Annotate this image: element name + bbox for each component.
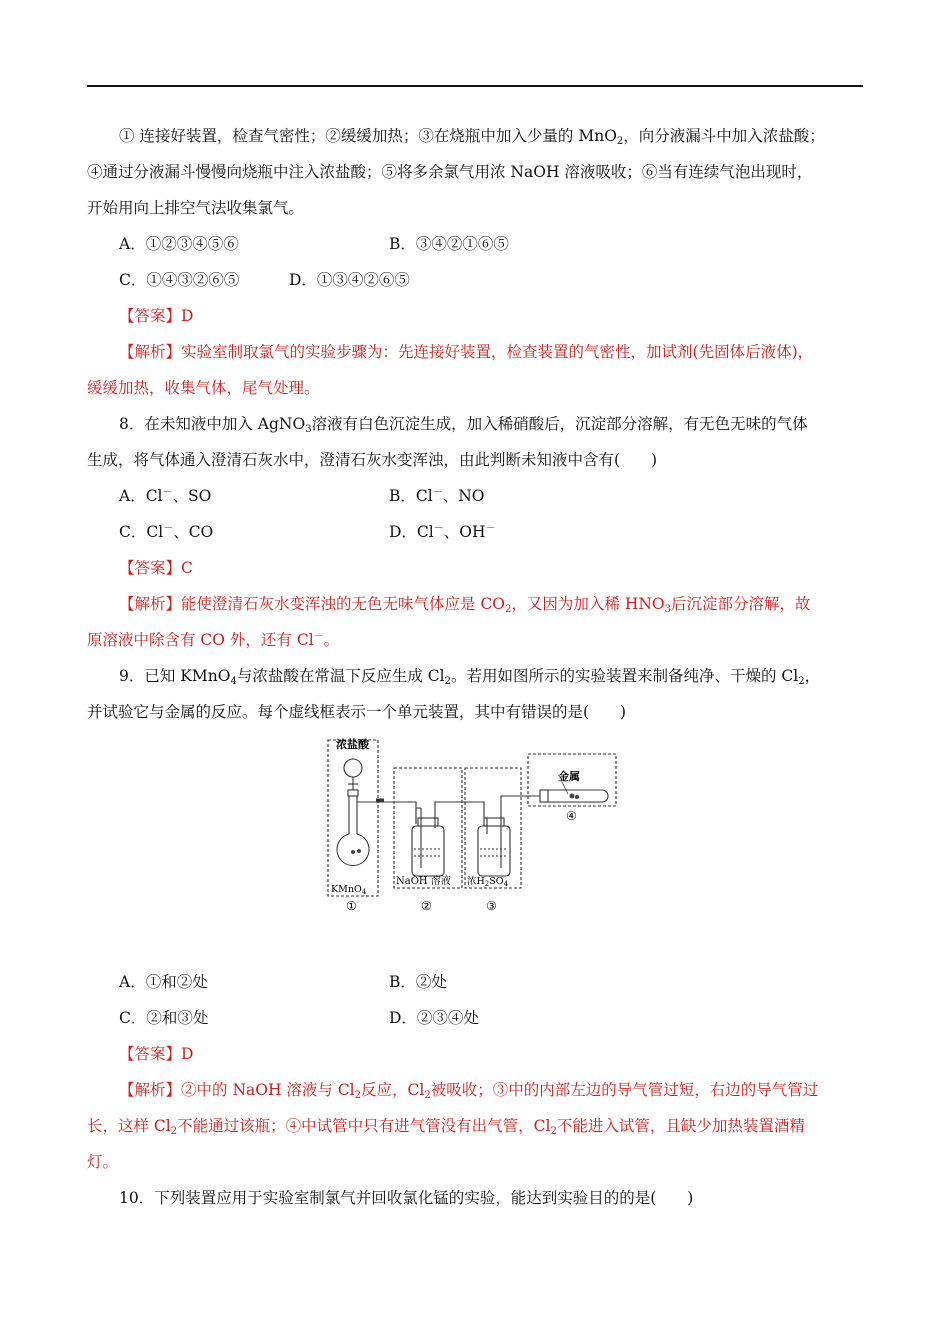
q9-stem-line2: 并试验它与金属的反应。每个虚线框表示一个单元装置，其中有错误的是( ) [87,703,627,721]
wash-bottle-naoh [412,826,444,876]
q8-option-c[interactable]: C．Cl－、CO [119,523,214,541]
q9-options-row2 [87,1000,864,1036]
q7-option-c[interactable]: C．①④③②⑥⑤ [119,271,240,289]
q8-options-row2 [87,514,864,550]
q9-analysis-line2: 长，这样 $Cl_2$不能通过该瓶；④中试管中只有进气管没有出气管，$Cl_2$不能进入试管，且缺少加热装置酒精 [87,1117,805,1137]
q8-analysis: 【解析】能使澄清石灰水变浑浊的无色无味气体应是 $CO_2$，又因为加入稀 $HNO_3$后沉淀部分溶解，故 [119,595,811,615]
tube-stopper [540,790,548,802]
unit-3-box [465,768,521,888]
unit-2-box [394,768,462,888]
q7-stem-line2: ④通过分液漏斗慢慢向烧瓶中注入浓盐酸；⑤将多余氯气用浓 NaOH 溶液吸收；⑥当有连续气泡出现时， [87,163,813,181]
q9-answer: 【答案】D [119,1045,194,1063]
q7-options-row1 [87,226,864,262]
q7-answer: 【答案】D [119,307,194,325]
q8-answer: 【答案】C [119,559,193,577]
header-rule [87,85,863,87]
q8-option-a[interactable]: A．Cl－、SO [119,487,212,505]
q9-apparatus-figure [87,730,864,964]
q9-stem: 9．已知 KMnO$_4$与浓盐酸在常温下反应生成 $Cl_2$。若用如图所示的实验装置来制备纯净、干燥的 $Cl_2$， [119,667,821,687]
q10-stem: 10．下列装置应用于实验室制氯气并回收氯化锰的实验，能达到实验目的的是( ) [119,1189,694,1207]
q8-options-row1 [87,478,864,514]
separatory-funnel [344,759,362,777]
unit-1-box [328,740,378,896]
label-acid: 浓盐酸 [335,738,369,751]
q7-analysis-line2: 缓缓加热，收集气体，尾气处理。 [87,379,320,397]
round-flask [337,834,369,865]
q8-option-b[interactable]: B．Cl－、NO [389,487,485,505]
q9-analysis-line3: 灯。 [87,1153,119,1171]
q7-option-b[interactable]: B．③④②①⑥⑤ [389,235,509,253]
q9-analysis: 【解析】②中的 NaOH 溶液与 $Cl_2$反应，$Cl_2$被吸收；③中的内部左边的导气管过短，右边的导气管过 [119,1081,819,1101]
unit-label-1: ① [345,899,357,913]
q7-option-d[interactable]: D．①③④②⑥⑤ [289,271,410,289]
drying-bottle-h2so4 [478,826,510,876]
q7-stem-line3: 开始用向上排空气法收集氯气。 [87,199,305,217]
q8-analysis-line2: 原溶液中除含有 CO 外，还有 Cl－。 [87,631,340,649]
unit-label-4: ④ [565,809,577,823]
label-naoh: NaOH 溶液 [395,876,451,887]
q9-options-row1 [87,964,864,1000]
q8-option-d[interactable]: D．Cl－、OH－ [389,523,496,541]
q8-stem: 8．在未知液中加入 AgNO$_3$溶液有白色沉淀生成，加入稀硝酸后，沉淀部分溶解，有无色无味的气体 [119,415,808,435]
q8-stem-line2: 生成，将气体通入澄清石灰水中，澄清石灰水变浑浊，由此判断未知液中含有( ) [87,451,658,469]
q7-stem: ① 连接好装置，检查气密性；②缓缓加热；③在烧瓶中加入少量的 MnO$_2$，向分液漏斗中加入浓盐酸； [119,127,825,147]
q9-option-b[interactable]: B．②处 [389,973,447,991]
page-content [87,118,864,1216]
label-metal: 金属 [557,770,580,783]
q7-option-a[interactable]: A．①②③④⑤⑥ [119,235,239,253]
metal-sample [569,794,574,799]
q9-option-d[interactable]: D．②③④处 [389,1009,479,1027]
label-kmno4: KMnO$_4$ [330,884,366,896]
unit-label-3: ③ [485,899,497,913]
apparatus-diagram [326,734,626,914]
q9-option-c[interactable]: C．②和③处 [119,1009,209,1027]
label-h2so4: 浓$H_2SO_4$ [466,876,508,888]
unit-label-2: ② [420,899,432,913]
q7-analysis: 【解析】实验室制取氯气的实验步骤为：先连接好装置，检查装置的气密性，加试剂(先固体后液体)， [119,343,814,361]
q9-option-a[interactable]: A．①和②处 [119,973,208,991]
q7-options-row2 [87,262,864,298]
